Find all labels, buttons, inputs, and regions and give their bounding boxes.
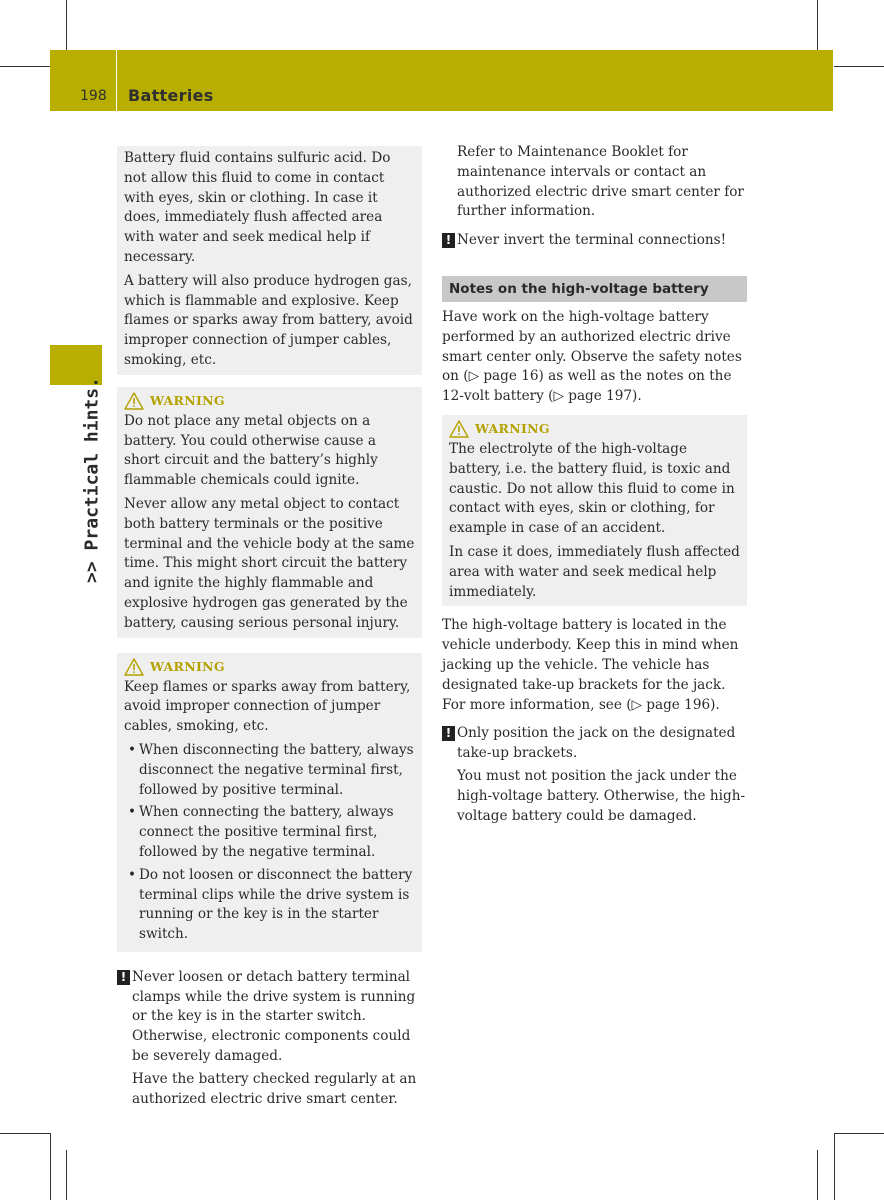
warning-bullet-list [124,741,416,945]
crop-mark [817,1150,818,1200]
page-header [50,50,833,111]
crop-mark [66,1150,67,1200]
warning-triangle-icon [124,392,144,410]
crop-mark [66,0,67,50]
warning-heading [449,418,741,440]
warning-paragraph: Never allow any metal object to contact both battery terminals or the positive terminal and the vehicle body at the same time. This might short circuit the battery and ignite the highly flammable and explosive hydrogen gas generated by the battery, causing serious personal injury. [124,495,415,631]
note-block [117,968,422,1110]
crop-mark [0,1133,50,1134]
warning-heading [124,390,416,412]
warning-label: WARNING [150,658,225,674]
warning-label: WARNING [150,392,225,408]
warning-triangle-icon [124,658,144,676]
info-paragraph: Battery fluid contains sulfuric acid. Do not allow this fluid to come in contact with eyes, skin or clothing. In case it does, immediately flush affected area with water and seek medical help if necessary. [124,150,391,265]
warning-heading [124,656,416,678]
page-title: Batteries [128,86,214,105]
header-divider [116,50,117,111]
warning-paragraph: Keep flames or sparks away from battery, avoid improper connection of jumper cables, smoking, etc. [124,678,411,735]
exclamation-icon: ! [117,970,130,985]
warning-label: WARNING [475,421,550,437]
note-paragraph: Never invert the terminal connections! [457,232,727,249]
note-block [442,231,747,251]
section-heading: Notes on the high-voltage battery [442,276,747,302]
crop-mark [0,66,50,67]
section-side-label: >> Practical hints. [81,377,103,583]
crop-mark [50,1133,51,1200]
note-paragraph: Only position the jack on the designated take-up brackets. [457,725,736,762]
crop-mark [834,1133,835,1200]
warning-box [117,387,422,638]
warning-paragraph: The electrolyte of the high-voltage battery, i.e. the battery fluid, is toxic and caustic. Do not allow this fluid to come in contact with eyes, skin or clothing, for example in case of an accident. [449,440,735,537]
body-paragraph: The high-voltage battery is located in the vehicle underbody. Keep this in mind when jacking up the vehicle. The vehicle has designated take-up brackets for the jack. For more information, see (▷ page 196). [442,617,739,713]
bullet-item: • Do not loosen or disconnect the battery terminal clips while the drive system is running or the key is in the starter switch. [124,866,416,945]
exclamation-icon: ! [442,726,455,741]
warning-triangle-icon [449,420,469,438]
note-paragraph: Never loosen or detach battery terminal clamps while the drive system is running or the key is in the starter switch. Otherwise, electronic components could be severely damaged. [132,968,416,1065]
info-paragraph: A battery will also produce hydrogen gas, which is flammable and explosive. Keep flames or sparks away from battery, avoid improper connection of jumper cables, smoking, etc. [124,272,413,368]
exclamation-icon: ! [442,233,455,248]
crop-mark [817,0,818,50]
left-column [117,146,422,1109]
bullet-item: • When disconnecting the battery, always disconnect the negative terminal first, followed by positive terminal. [124,741,416,800]
page-number: 198 [80,88,107,104]
crop-mark [834,66,884,67]
info-box [117,146,422,375]
note-paragraph: Have the battery checked regularly at an authorized electric drive smart center. [132,1070,417,1107]
continuation-paragraph: Refer to Maintenance Booklet for maintenance intervals or contact an authorized electric drive smart center for further information. [457,144,744,220]
bullet-item: • When connecting the battery, always connect the positive terminal first, followed by the negative terminal. [124,803,416,862]
warning-box [442,415,747,606]
body-paragraph: Have work on the high-voltage battery performed by an authorized electric drive smart center only. Observe the safety notes on (▷ page 16) as well as the notes on the 12-volt battery (▷ page 197). [442,308,742,405]
warning-paragraph: Do not place any metal objects on a battery. You could otherwise cause a short circuit and the battery’s highly flammable chemicals could ignite. [124,412,378,489]
warning-paragraph: In case it does, immediately flush affected area with water and seek medical help immediately. [449,543,740,600]
warning-box [117,653,422,952]
crop-mark [834,1133,884,1134]
note-paragraph: You must not position the jack under the high-voltage battery. Otherwise, the high-voltage battery could be damaged. [457,767,746,824]
note-block [442,724,747,826]
right-column [442,143,747,826]
